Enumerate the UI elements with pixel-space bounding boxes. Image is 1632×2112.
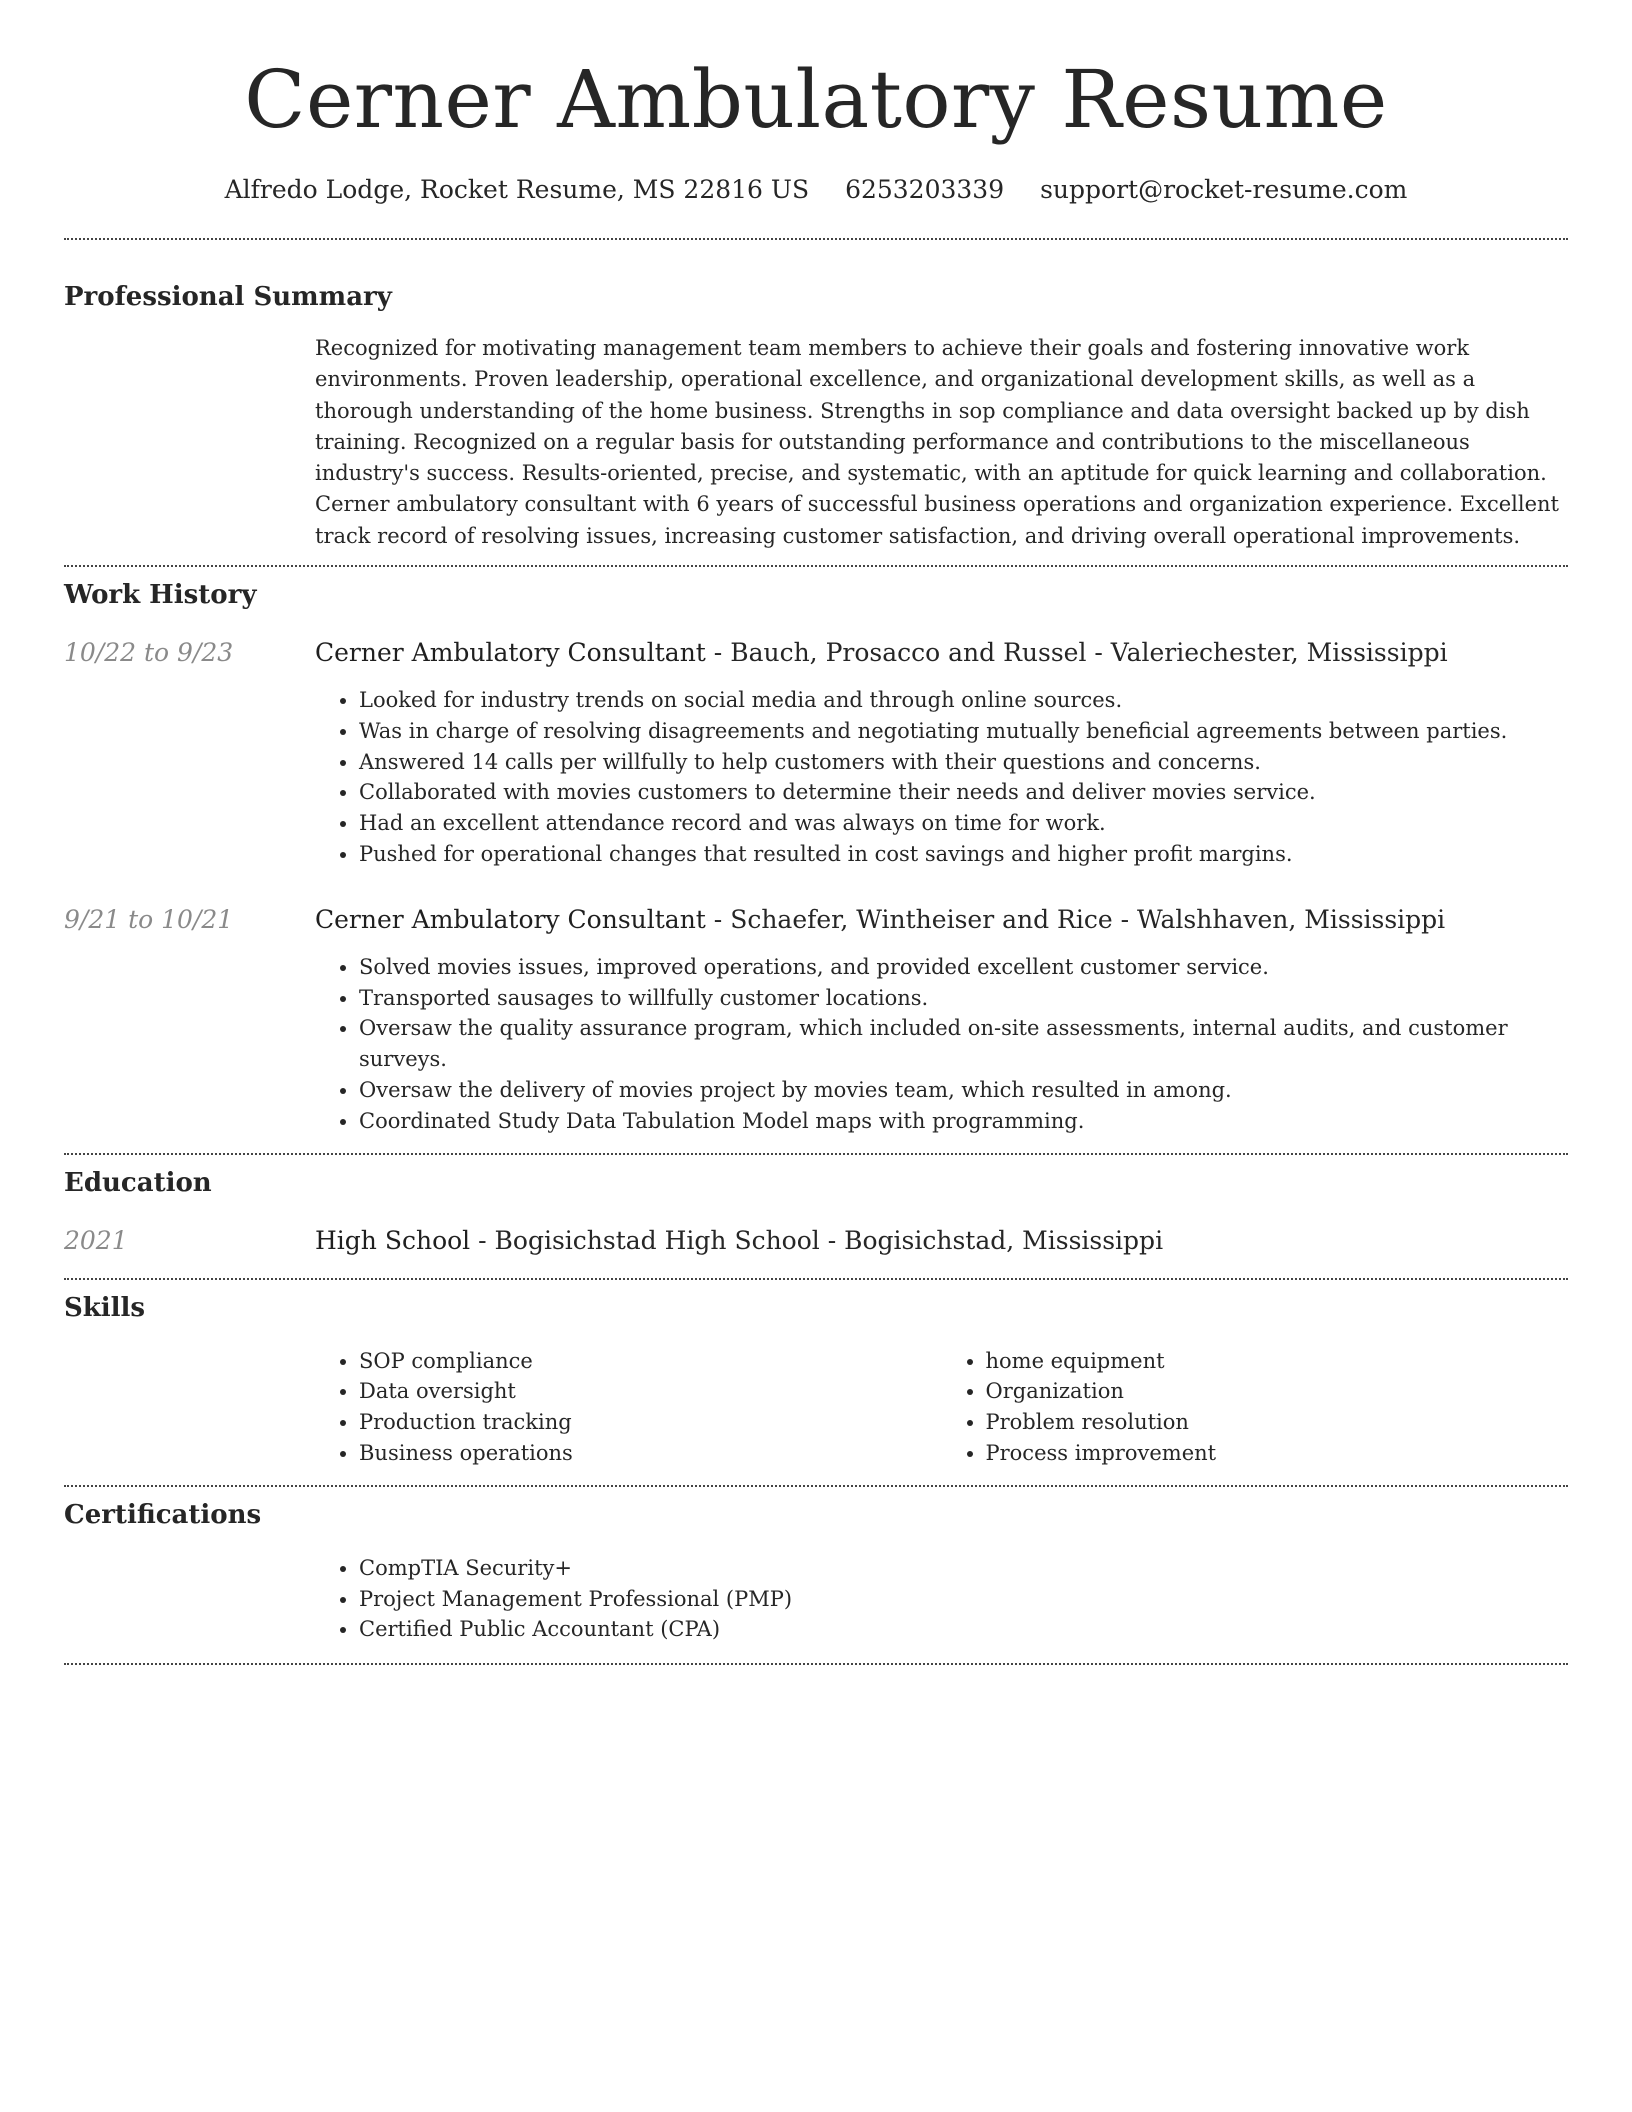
list-item: • Transported sausages to willfully customer locations. [359,983,1568,1014]
list-item: • Certified Public Accountant (CPA) [359,1614,1568,1645]
education-entry [64,1225,1568,1257]
work-history-heading: Work History [64,580,257,611]
divider [64,565,1568,567]
job-heading [315,637,1568,669]
job-dates: 9/21 to 10/21 [64,904,234,934]
skills-heading: Skills [64,1292,146,1323]
divider [64,1485,1568,1487]
list-item: • Answered 14 calls per willfully to help customers with their questions and concerns. [359,747,1568,778]
skills-list-left [315,1346,942,1469]
divider [64,1153,1568,1155]
divider [64,238,1568,240]
education-year: 2021 [64,1225,128,1255]
list-item: • Collaborated with movies customers to determine their needs and deliver movies service. [359,777,1568,808]
summary-text: Recognized for motivating management team members to achieve their goals and fostering innovative work environments. Proven leadership, operational excellence, and organizational development skills, as well as a thorough understanding of the home business. Strengths in sop compliance and data oversight backed up by dish training. Recognized on a regular basis for outstanding performance and contributions to the miscellaneous industry's success. Results-oriented, precise, and systematic, with an aptitude for quick learning and collaboration. Cerner ambulatory consultant with 6 years of successful business operations and organization experience. Excellent track record of resolving issues, increasing customer satisfaction, and driving overall operational improvements. [315,336,1559,548]
job-role: Cerner Ambulatory Consultant [315,904,706,934]
summary-heading: Professional Summary [64,282,392,312]
list-item: • Oversaw the quality assurance program, which included on-site assessments, internal audits, and customer surveys. [359,1013,1568,1075]
resume-title: Cerner Ambulatory Resume [244,53,1388,146]
contact-address: Alfredo Lodge, Rocket Resume, MS 22816 US [224,175,810,204]
job-entry [64,904,1568,1137]
job-heading [315,904,1568,936]
certifications-heading: Certifications [64,1499,262,1530]
list-item: • Looked for industry trends on social media and through online sources. [359,685,1568,716]
contact-line [64,174,1568,206]
list-item: • Oversaw the delivery of movies project by movies team, which resulted in among. [359,1075,1568,1106]
list-item: • Problem resolution [986,1407,1569,1438]
job-details: - Schaefer, Wintheiser and Rice - Walshhaven, Mississippi [705,904,1446,934]
summary-section [64,281,1568,552]
contact-phone: 6253203339 [845,175,1005,204]
certifications-section [64,1499,1568,1645]
job-entry [64,637,1568,870]
skills-section [64,1292,1568,1469]
education-degree: High School [315,1225,471,1255]
list-item: • Solved movies issues, improved operations, and provided excellent customer service. [359,952,1568,983]
list-item: • SOP compliance [359,1346,942,1377]
list-item: • Production tracking [359,1407,942,1438]
job-details: - Bauch, Prosacco and Russel - Valeriechester, Mississippi [705,638,1448,668]
list-item: • Pushed for operational changes that resulted in cost savings and higher profit margins. [359,839,1568,870]
list-item: • Was in charge of resolving disagreements and negotiating mutually beneficial agreements between parties. [359,716,1568,747]
resume-page [64,0,1568,1665]
job-role: Cerner Ambulatory Consultant [315,638,706,668]
job-dates: 10/22 to 9/23 [64,638,234,668]
list-item: • Business operations [359,1438,942,1469]
certifications-list [315,1553,1568,1645]
list-item: • Project Management Professional (PMP) [359,1584,1568,1615]
job-bullets [315,952,1568,1137]
list-item: • Organization [986,1376,1569,1407]
list-item: • home equipment [986,1346,1569,1377]
education-details: - Bogisichstad High School - Bogisichstad, Mississippi [470,1225,1164,1255]
divider [64,1278,1568,1280]
list-item: • Had an excellent attendance record and was always on time for work. [359,808,1568,839]
skills-list-right [942,1346,1569,1469]
list-item: • Process improvement [986,1438,1569,1469]
divider [64,1663,1568,1665]
list-item: • CompTIA Security+ [359,1553,1568,1584]
education-section [64,1167,1568,1257]
contact-email: support@rocket-resume.com [1040,175,1408,204]
work-history-section [64,579,1568,1137]
list-item: • Coordinated Study Data Tabulation Model maps with programming. [359,1106,1568,1137]
education-heading-line [315,1225,1568,1257]
job-bullets [315,685,1568,870]
list-item: • Data oversight [359,1376,942,1407]
education-heading: Education [64,1167,212,1198]
